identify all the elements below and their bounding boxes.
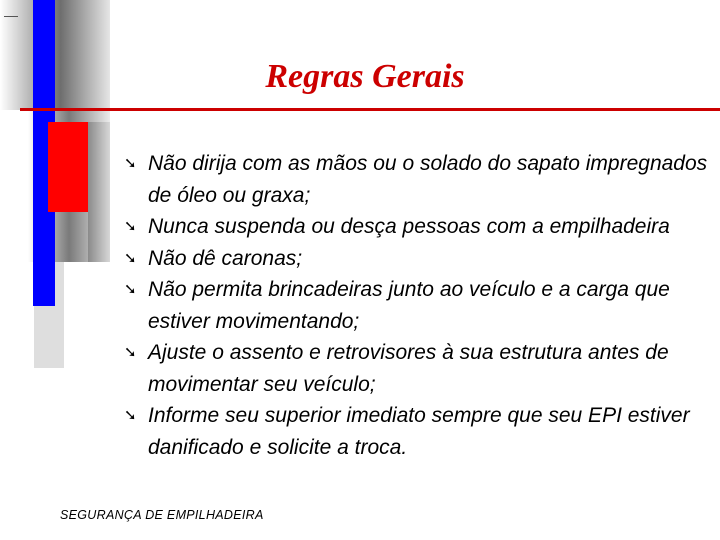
bullet-text: Não dirija com as mãos ou o solado do sapato impregnados de óleo ou graxa; xyxy=(148,152,708,207)
bullet-text: Não dê caronas; xyxy=(148,246,303,270)
list-item xyxy=(124,274,714,337)
list-item xyxy=(124,148,714,211)
arrow-down-right-icon: ➘ xyxy=(124,218,137,235)
arrow-down-right-icon: ➘ xyxy=(124,155,137,172)
footer-text: SEGURANÇA DE EMPILHADEIRA xyxy=(60,508,264,522)
arrow-down-right-icon: ➘ xyxy=(124,281,137,298)
bullet-text: Nunca suspenda ou desça pessoas com a empilhadeira xyxy=(148,215,670,238)
list-item xyxy=(124,337,714,400)
bullet-text: Informe seu superior imediato sempre que seu EPI estiver danificado e solicite a troca. xyxy=(148,404,690,459)
list-item xyxy=(124,400,714,463)
bullet-text: Não permita brincadeiras junto ao veículo e a carga que estiver movimentando; xyxy=(148,278,670,333)
arrow-down-right-icon: ➘ xyxy=(124,407,137,424)
red-block xyxy=(48,122,88,212)
corner-tick-mark xyxy=(4,16,18,17)
slide-title: Regras Gerais xyxy=(265,58,465,95)
gray-inner-block xyxy=(88,122,110,262)
arrow-down-right-icon: ➘ xyxy=(124,249,137,267)
arrow-down-right-icon: ➘ xyxy=(124,344,137,361)
bullet-text: Ajuste o assento e retrovisores à sua estrutura antes de movimentar seu veículo; xyxy=(148,341,669,396)
title-underline xyxy=(20,108,720,111)
list-item xyxy=(124,243,714,275)
rules-list xyxy=(124,148,714,463)
list-item xyxy=(124,211,714,243)
